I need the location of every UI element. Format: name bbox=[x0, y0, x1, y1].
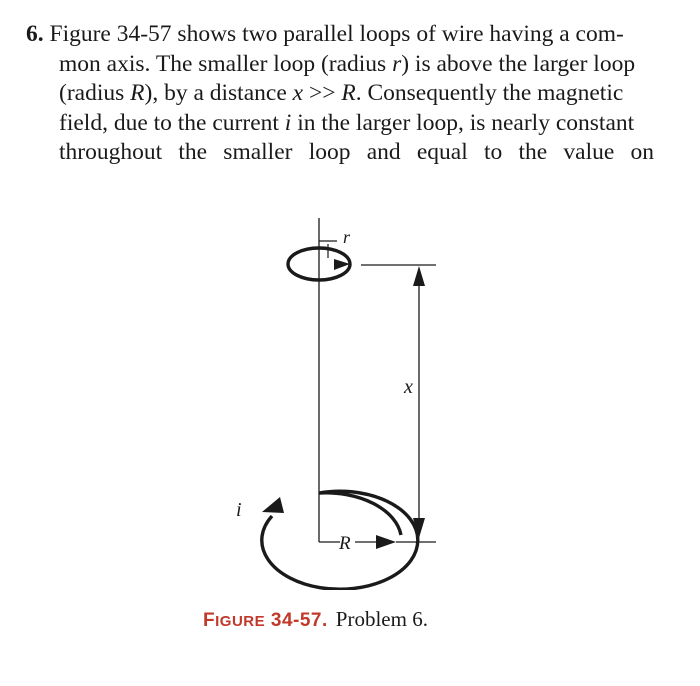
problem-text bbox=[26, 20, 654, 168]
problem-line-4 bbox=[26, 109, 654, 139]
line-4-start: field, due to the current bbox=[59, 109, 285, 136]
figure-number: 34-57. bbox=[270, 610, 328, 631]
line-2-start: mon axis. The smaller loop (radius bbox=[59, 50, 393, 77]
word: loop bbox=[308, 139, 351, 165]
much-greater-operator: >> bbox=[303, 80, 342, 106]
problem-number: 6. bbox=[26, 21, 44, 47]
figure-label-first: F bbox=[203, 610, 216, 631]
line-3-end: . Consequently the magnetic bbox=[355, 80, 624, 106]
label-R: R bbox=[339, 533, 351, 554]
var-x: x bbox=[292, 80, 304, 106]
caption-text: Problem 6. bbox=[335, 607, 428, 631]
var-R: R bbox=[130, 80, 145, 106]
figure-caption bbox=[203, 607, 428, 632]
word: the bbox=[178, 139, 208, 165]
loops-diagram bbox=[0, 200, 700, 590]
word: to bbox=[483, 139, 503, 165]
label-r: r bbox=[343, 227, 351, 247]
var-r: r bbox=[392, 50, 402, 77]
word: throughout bbox=[59, 139, 163, 165]
figure-label-rest: IGURE bbox=[215, 613, 266, 630]
dimension-arrow-up bbox=[413, 266, 425, 286]
label-i: i bbox=[236, 499, 242, 521]
figure-label bbox=[203, 610, 328, 631]
problem-line-3 bbox=[26, 79, 654, 109]
word: equal bbox=[416, 139, 468, 165]
var-i: i bbox=[284, 109, 292, 136]
label-x: x bbox=[404, 376, 413, 398]
word: and bbox=[366, 139, 401, 165]
problem-line-1 bbox=[26, 20, 654, 50]
word: value bbox=[563, 139, 615, 165]
word: smaller bbox=[223, 139, 293, 165]
word: the bbox=[518, 139, 548, 165]
line-2-end: ) is above the larger loop bbox=[401, 50, 636, 77]
var-R-2: R bbox=[341, 80, 356, 106]
word: on bbox=[630, 139, 654, 165]
problem-line-1-text: Figure 34-57 shows two parallel loops of wire having a com- bbox=[49, 21, 624, 47]
line-3-start: (radius bbox=[59, 80, 131, 106]
figure-34-57 bbox=[0, 200, 700, 590]
line-4-end: in the larger loop, is nearly constant bbox=[291, 109, 635, 136]
problem-line-2 bbox=[26, 50, 654, 80]
problem-line-5 bbox=[26, 138, 654, 168]
large-radius-arrow bbox=[376, 535, 396, 549]
current-arrow bbox=[262, 497, 284, 513]
line-3-mid: ), by a distance bbox=[144, 80, 293, 106]
